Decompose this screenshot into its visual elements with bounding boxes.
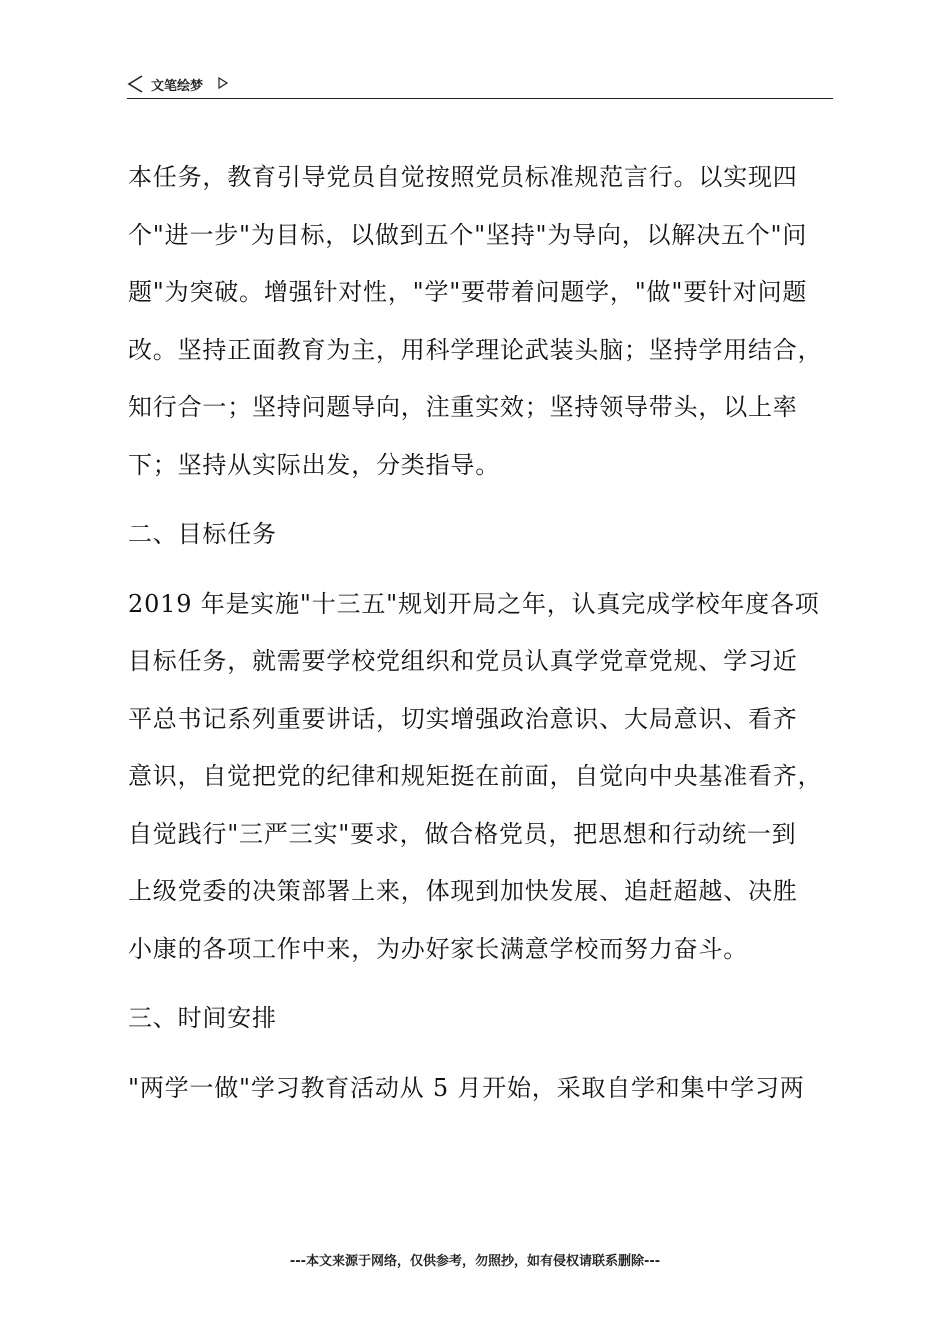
text-line: 改。坚持正面教育为主，用科学理论武装头脑；坚持学用结合， xyxy=(128,335,823,364)
section-heading-3: 三、时间安排 xyxy=(128,1004,277,1032)
text-line: 意识，自觉把党的纪律和规矩挺在前面，自觉向中央基准看齐， xyxy=(128,762,823,790)
triangle-left-icon xyxy=(127,74,145,94)
text-line: 小康的各项工作中来，为办好家长满意学校而努力奋斗。 xyxy=(128,934,748,963)
text-line: 2019 年是实施"十三五"规划开局之年，认真完成学校年度各项 xyxy=(128,589,820,618)
section-heading-2: 二、目标任务 xyxy=(128,520,277,548)
page-header xyxy=(127,72,833,99)
text-line: 知行合一；坚持问题导向，注重实效；坚持领导带头，以上率 xyxy=(128,393,798,421)
text-line: 下；坚持从实际出发，分类指导。 xyxy=(128,450,500,479)
paragraph-2 xyxy=(128,576,838,979)
text-line: 目标任务，就需要学校党组织和党员认真学党章党规、学习近 xyxy=(128,647,798,675)
text-line: 上级党委的决策部署上来，体现到加快发展、追赶超越、决胜 xyxy=(128,877,798,905)
header-title: 文笔绘梦 xyxy=(151,79,204,94)
triangle-right-icon xyxy=(217,76,229,90)
document-body xyxy=(128,149,838,1117)
text-line: "两学一做"学习教育活动从 5 月开始，采取自学和集中学习两 xyxy=(128,1073,805,1102)
paragraph-1 xyxy=(128,149,838,494)
text-line: 题"为突破。增强针对性，"学"要带着问题学，"做"要针对问题 xyxy=(128,278,808,306)
paragraph-3 xyxy=(128,1060,838,1118)
page-footer: ---本文来源于网络，仅供参考，勿照抄，如有侵权请联系删除--- xyxy=(289,1254,661,1269)
text-line: 平总书记系列重要讲话，切实增强政治意识、大局意识、看齐 xyxy=(128,704,798,733)
text-line: 本任务，教育引导党员自觉按照党员标准规范言行。以实现四 xyxy=(128,163,798,191)
text-line: 个"进一步"为目标，以做到五个"坚持"为导向，以解决五个"问 xyxy=(128,220,808,249)
text-line: 自觉践行"三严三实"要求，做合格党员，把思想和行动统一到 xyxy=(128,819,797,848)
